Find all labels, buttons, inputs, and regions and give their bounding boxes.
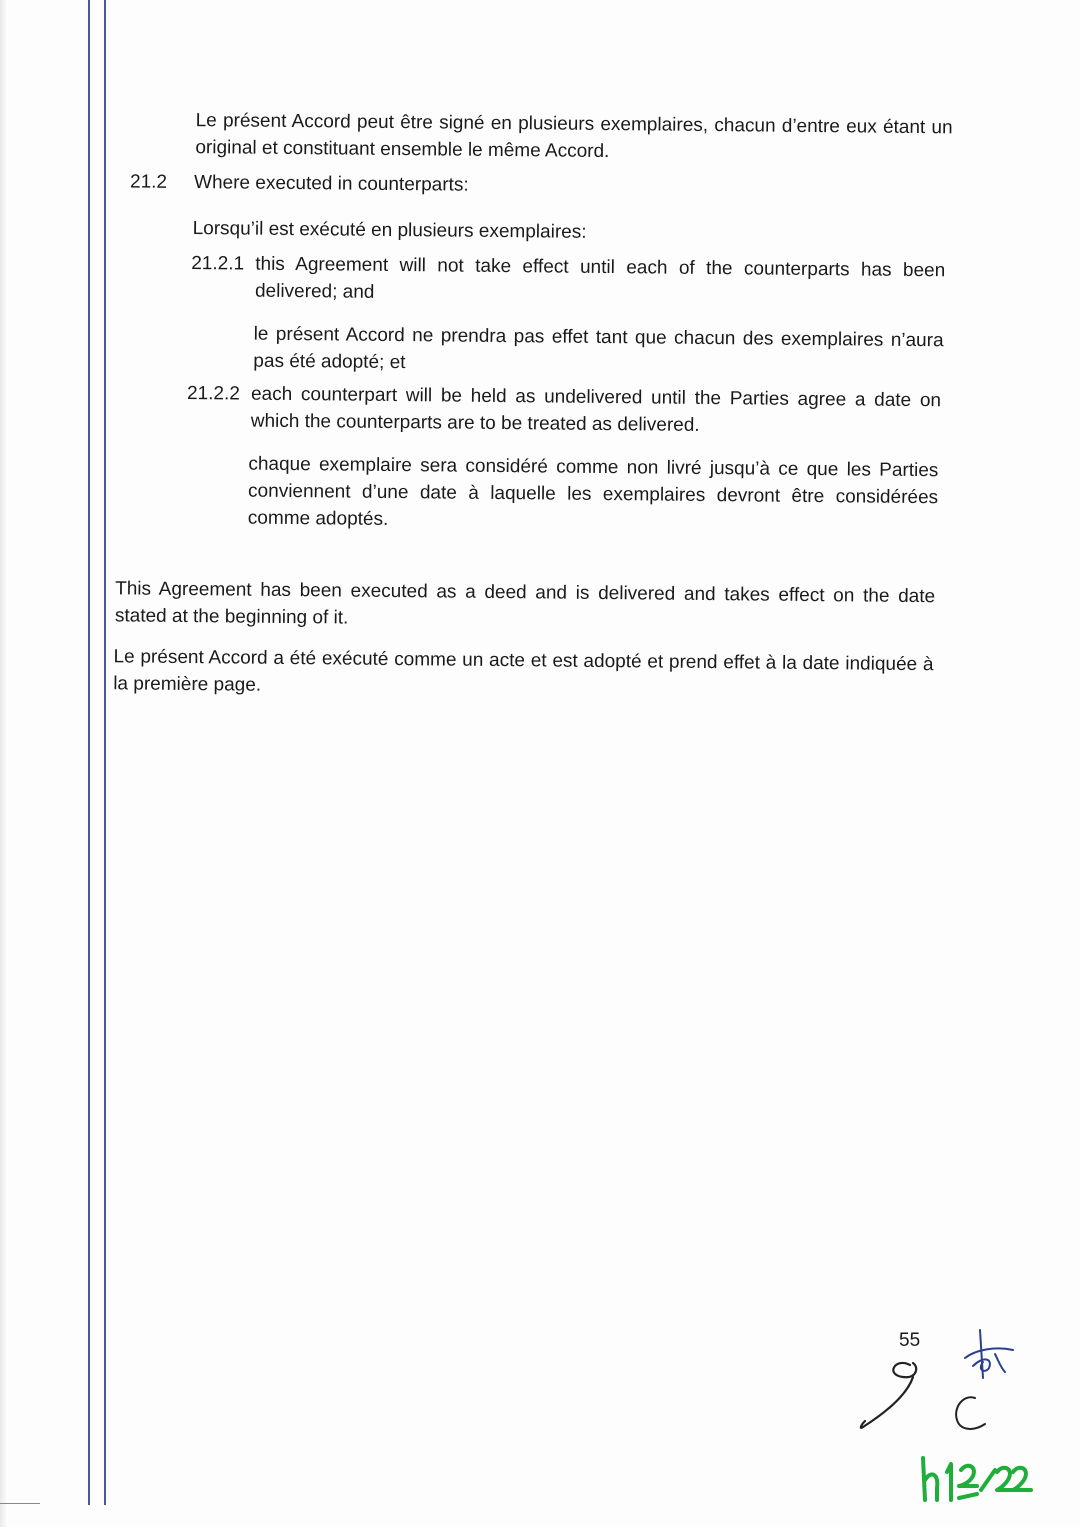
closing-paragraph-fr: Le présent Accord a été exécuté comme un acte et est adopté et prend effet à la date indiquée à la première page. <box>113 646 934 696</box>
handwritten-date-green <box>915 1450 1035 1508</box>
clause-21-2-2-text-en: each counterpart will be held as undelivered until the Parties agree a date on which the counterparts are to be treated as delivered. <box>250 383 942 436</box>
clause-number-21-2-1: 21.2.1 <box>191 253 245 275</box>
clause-21-2-1-text-en: this Agreement will not take effect until each of the counterparts has been delivered; and <box>254 253 946 303</box>
page-number: 55 <box>899 1330 921 1351</box>
handwritten-initials-blue <box>955 1328 1020 1393</box>
handwritten-initials-black <box>855 1355 940 1435</box>
intro-paragraph-fr: Le présent Accord peut être signé en plusieurs exemplaires, chacun d’entre eux étant un original et constituant ensemble le même Accord. <box>195 110 953 163</box>
clause-number-21-2-2: 21.2.2 <box>186 382 240 405</box>
clause-21-2-1-text-fr: le présent Accord ne prendra pas effet tant que chacun des exemplaires n’aura pas été adopté; et <box>253 323 944 374</box>
clause-number-21-2: 21.2 <box>129 171 168 193</box>
clause-heading-fr: Lorsqu’il est exécuté en plusieurs exemplaires: <box>192 218 587 243</box>
handwritten-initials-c <box>945 1390 995 1440</box>
clause-heading-en: Where executed in counterparts: <box>193 172 469 196</box>
clause-21-2-2-text-fr: chaque exemplaire sera considéré comme non livré jusqu’à ce que les Parties conviennent d’une date à laquelle les exemplaires devront être considérées comme adoptés. <box>247 453 939 530</box>
closing-paragraph-en: This Agreement has been executed as a deed and is delivered and takes effect on the date stated at the beginning of it. <box>114 578 936 629</box>
